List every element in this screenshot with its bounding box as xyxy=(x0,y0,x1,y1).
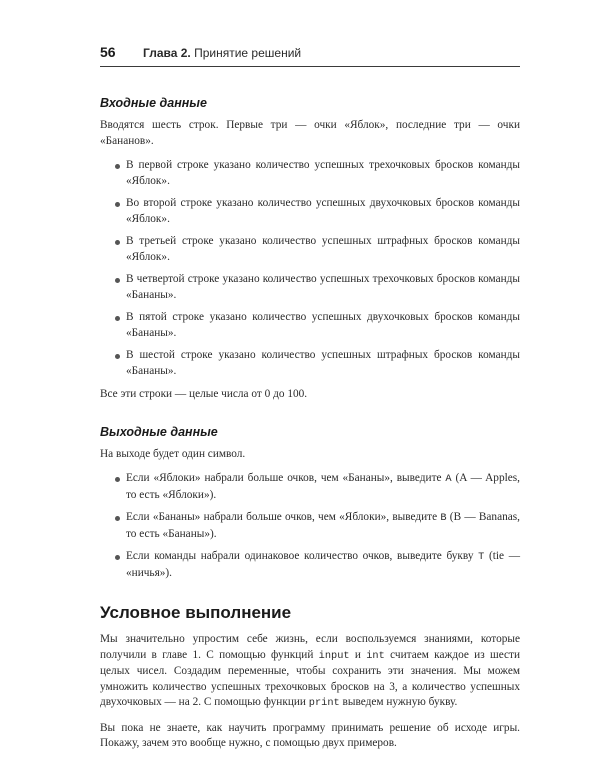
list-item xyxy=(100,272,520,303)
list-item-text: Во второй строке указано количество успешных двухочковых бросков команды «Яблок». xyxy=(126,197,520,225)
paragraph-2: Вы пока не знаете, как научить программу принимать решение об исходе игры. Покажу, зачем это вообще нужно, с помощью двух примеров. xyxy=(100,721,520,749)
bullet-icon xyxy=(115,516,120,521)
bullet-icon xyxy=(115,316,120,321)
input-heading: Входные данные xyxy=(100,96,207,110)
chapter-label: Глава 2. xyxy=(143,46,191,60)
bullet-icon xyxy=(115,202,120,207)
inline-code: A xyxy=(445,473,452,485)
inline-code: T xyxy=(478,551,485,563)
bullet-icon xyxy=(115,278,120,283)
list-item-text: В первой строке указано количество успешных трехочковых бросков команды «Яблок». xyxy=(126,159,520,187)
list-item xyxy=(100,196,520,227)
header-divider xyxy=(100,66,520,67)
inline-code: print xyxy=(308,697,340,709)
list-item-text-a: Если «Бананы» набрали больше очков, чем «Яблоки», выведите xyxy=(126,511,441,523)
list-item-text-b: (A — Apples, то есть «Яблоки»). xyxy=(126,472,520,501)
list-item-text-b: (B — Bananas, то есть «Бананы»). xyxy=(126,511,520,540)
list-item xyxy=(100,234,520,265)
paragraph-1 xyxy=(100,632,520,712)
output-heading: Выходные данные xyxy=(100,424,218,439)
inline-code: B xyxy=(440,512,447,524)
inline-code: int xyxy=(366,649,385,662)
list-item-text: В пятой строке указано количество успешных двухочковых бросков команды «Бананы». xyxy=(126,311,520,339)
list-item-text: В третьей строке указано количество успешных штрафных бросков команды «Яблок». xyxy=(126,235,520,263)
list-item xyxy=(100,471,520,503)
input-footer: Все эти строки — целые числа от 0 до 100. xyxy=(100,388,308,400)
bullet-icon xyxy=(115,555,120,560)
output-list xyxy=(100,471,520,581)
bullet-icon xyxy=(115,164,120,169)
output-intro: На выходе будет один символ. xyxy=(100,447,246,460)
list-item-text-b: (tie — «ничья»). xyxy=(126,550,520,579)
list-item xyxy=(100,348,520,379)
paragraph-text: Мы значительно упростим себе жизнь, если воспользуемся знаниями, которые получили в главе 1. С помощью функций xyxy=(100,633,520,661)
input-list xyxy=(100,158,520,379)
running-header xyxy=(100,44,520,66)
paragraph-text: считаем каждое из шести целых чисел. Создадим переменные, чтобы сохранить эти значения. Мы можем умножить количество успешных трехочковых бросков на 3, а количество успешных двухочковых — на 2. С помощью функции xyxy=(100,648,520,708)
inline-code: input xyxy=(318,649,350,662)
input-intro: Вводятся шесть строк. Первые три — очки «Яблок», последние три — очки «Бананов». xyxy=(100,119,520,147)
bullet-icon xyxy=(115,354,120,359)
list-item xyxy=(100,549,520,581)
list-item-text-a: Если «Яблоки» набрали больше очков, чем «Бананы», выведите xyxy=(126,472,446,484)
list-item xyxy=(100,310,520,341)
list-item xyxy=(100,510,520,542)
page-body xyxy=(100,96,520,761)
list-item xyxy=(100,158,520,189)
bullet-icon xyxy=(115,240,120,245)
list-item-text-a: Если команды набрали одинаковое количество очков, выведите букву xyxy=(126,550,479,562)
paragraph-text: и xyxy=(349,648,367,661)
list-item-text: В четвертой строке указано количество успешных трехочковых бросков команды «Бананы». xyxy=(126,273,520,301)
bullet-icon xyxy=(115,477,120,482)
section-heading: Условное выполнение xyxy=(100,603,292,622)
list-item-text: В шестой строке указано количество успешных штрафных бросков команды «Бананы». xyxy=(126,349,520,377)
page-number: 56 xyxy=(100,44,116,60)
paragraph-text: выведем нужную букву. xyxy=(339,696,458,708)
chapter-heading xyxy=(143,46,301,60)
chapter-title: Принятие решений xyxy=(194,46,302,60)
